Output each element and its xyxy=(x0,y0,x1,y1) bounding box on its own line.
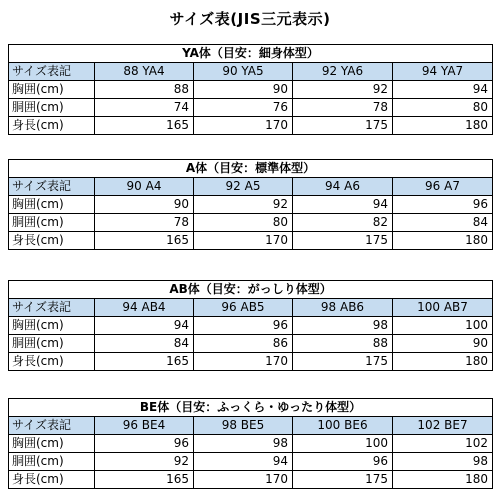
size-code: 94 AB4 xyxy=(95,299,194,317)
size-label-row xyxy=(9,299,493,317)
size-table-ya xyxy=(8,44,493,135)
cell-value: 82 xyxy=(293,214,393,232)
cell-value: 175 xyxy=(293,353,393,371)
size-label-header: サイズ表記 xyxy=(9,417,95,435)
size-table-ab xyxy=(8,280,493,371)
size-code: 92 YA6 xyxy=(293,63,393,81)
cell-value: 170 xyxy=(194,232,293,250)
cell-value: 96 xyxy=(393,196,493,214)
table-row-waist xyxy=(9,335,493,353)
size-table-be xyxy=(8,398,493,489)
cell-value: 175 xyxy=(293,117,393,135)
table-title: A体（目安：標準体型） xyxy=(9,160,493,178)
cell-value: 84 xyxy=(393,214,493,232)
row-label: 胴囲(cm) xyxy=(9,453,95,471)
size-label-row xyxy=(9,63,493,81)
row-label: 身長(cm) xyxy=(9,117,95,135)
table-title: AB体（目安：がっしり体型） xyxy=(9,281,493,299)
row-label: 胸囲(cm) xyxy=(9,317,95,335)
size-code: 100 AB7 xyxy=(393,299,493,317)
table-row-height xyxy=(9,232,493,250)
cell-value: 96 xyxy=(95,435,194,453)
cell-value: 165 xyxy=(95,117,194,135)
cell-value: 170 xyxy=(194,117,293,135)
table-row-chest xyxy=(9,81,493,99)
cell-value: 96 xyxy=(194,317,293,335)
table-row-height xyxy=(9,353,493,371)
cell-value: 96 xyxy=(293,453,393,471)
cell-value: 88 xyxy=(95,81,194,99)
size-table-a xyxy=(8,159,493,250)
table-row-chest xyxy=(9,435,493,453)
size-code: 94 A6 xyxy=(293,178,393,196)
cell-value: 80 xyxy=(393,99,493,117)
cell-value: 78 xyxy=(95,214,194,232)
cell-value: 175 xyxy=(293,471,393,489)
cell-value: 180 xyxy=(393,353,493,371)
cell-value: 180 xyxy=(393,117,493,135)
size-code: 88 YA4 xyxy=(95,63,194,81)
row-label: 胸囲(cm) xyxy=(9,435,95,453)
cell-value: 90 xyxy=(194,81,293,99)
table-row-height xyxy=(9,471,493,489)
cell-value: 86 xyxy=(194,335,293,353)
cell-value: 76 xyxy=(194,99,293,117)
row-label: 身長(cm) xyxy=(9,232,95,250)
cell-value: 102 xyxy=(393,435,493,453)
size-label-header: サイズ表記 xyxy=(9,299,95,317)
size-code: 98 AB6 xyxy=(293,299,393,317)
cell-value: 98 xyxy=(194,435,293,453)
cell-value: 180 xyxy=(393,232,493,250)
row-label: 胴囲(cm) xyxy=(9,335,95,353)
size-code: 96 AB5 xyxy=(194,299,293,317)
cell-value: 170 xyxy=(194,353,293,371)
cell-value: 80 xyxy=(194,214,293,232)
row-label: 身長(cm) xyxy=(9,471,95,489)
size-code: 90 YA5 xyxy=(194,63,293,81)
cell-value: 98 xyxy=(293,317,393,335)
row-label: 胴囲(cm) xyxy=(9,214,95,232)
size-label-header: サイズ表記 xyxy=(9,63,95,81)
row-label: 胸囲(cm) xyxy=(9,196,95,214)
table-row-height xyxy=(9,117,493,135)
cell-value: 94 xyxy=(95,317,194,335)
table-row-chest xyxy=(9,196,493,214)
size-label-header: サイズ表記 xyxy=(9,178,95,196)
cell-value: 175 xyxy=(293,232,393,250)
cell-value: 92 xyxy=(293,81,393,99)
cell-value: 165 xyxy=(95,353,194,371)
row-label: 胴囲(cm) xyxy=(9,99,95,117)
size-code: 100 BE6 xyxy=(293,417,393,435)
size-label-row xyxy=(9,178,493,196)
cell-value: 94 xyxy=(393,81,493,99)
cell-value: 98 xyxy=(393,453,493,471)
size-code: 92 A5 xyxy=(194,178,293,196)
table-row-waist xyxy=(9,214,493,232)
size-code: 96 BE4 xyxy=(95,417,194,435)
cell-value: 94 xyxy=(293,196,393,214)
size-code: 96 A7 xyxy=(393,178,493,196)
size-code: 94 YA7 xyxy=(393,63,493,81)
cell-value: 92 xyxy=(194,196,293,214)
table-row-waist xyxy=(9,453,493,471)
cell-value: 74 xyxy=(95,99,194,117)
cell-value: 100 xyxy=(293,435,393,453)
table-title: BE体（目安：ふっくら・ゆったり体型） xyxy=(9,399,493,417)
cell-value: 92 xyxy=(95,453,194,471)
size-label-row xyxy=(9,417,493,435)
size-code: 102 BE7 xyxy=(393,417,493,435)
cell-value: 84 xyxy=(95,335,194,353)
cell-value: 165 xyxy=(95,232,194,250)
cell-value: 78 xyxy=(293,99,393,117)
page-title: サイズ表(JIS三元表示) xyxy=(169,10,331,28)
table-row-waist xyxy=(9,99,493,117)
cell-value: 90 xyxy=(393,335,493,353)
cell-value: 165 xyxy=(95,471,194,489)
cell-value: 94 xyxy=(194,453,293,471)
size-code: 90 A4 xyxy=(95,178,194,196)
size-code: 98 BE5 xyxy=(194,417,293,435)
table-row-chest xyxy=(9,317,493,335)
row-label: 身長(cm) xyxy=(9,353,95,371)
row-label: 胸囲(cm) xyxy=(9,81,95,99)
cell-value: 90 xyxy=(95,196,194,214)
cell-value: 170 xyxy=(194,471,293,489)
cell-value: 180 xyxy=(393,471,493,489)
cell-value: 100 xyxy=(393,317,493,335)
table-title: YA体（目安：細身体型） xyxy=(9,45,493,63)
cell-value: 88 xyxy=(293,335,393,353)
